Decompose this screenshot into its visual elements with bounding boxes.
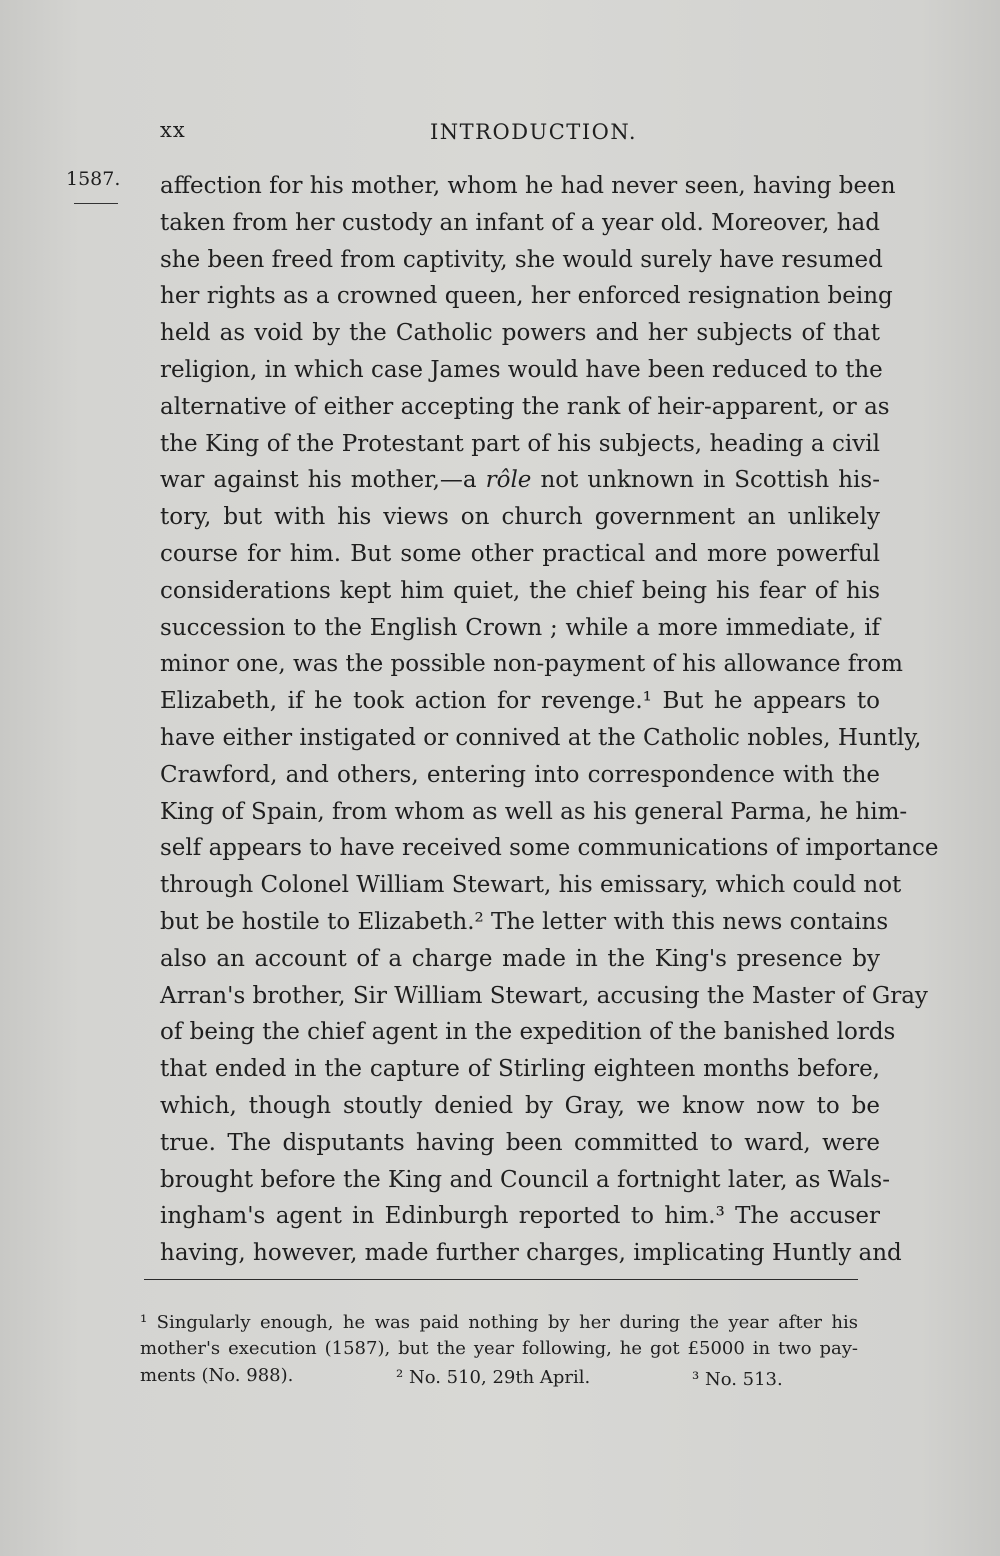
text-line: she been freed from captivity, she would surely have resumed — [160, 246, 883, 273]
text-line: her rights as a crowned queen, her enforced resignation being — [160, 283, 893, 310]
text-line: ingham's agent in Edinburgh reported to him.³ The accuser — [160, 1203, 880, 1230]
text-line: minor one, was the possible non-payment of his allowance from — [160, 651, 903, 678]
running-title: INTRODUCTION. — [430, 120, 638, 144]
footnote-line — [140, 1362, 858, 1390]
footnote-line: mother's execution (1587), but the year following, he got £5000 in two pay- — [140, 1338, 858, 1359]
footnote-2: ² No. 510, 29th April. — [396, 1367, 591, 1388]
text-line: Elizabeth, if he took action for revenge.¹ But he appears to — [160, 688, 880, 715]
text-line: taken from her custody an infant of a year old. Moreover, had — [160, 209, 880, 236]
italic-word: rôle — [485, 467, 532, 494]
text-line: King of Spain, from whom as well as his general Parma, he him- — [160, 798, 908, 825]
text-line: alternative of either accepting the rank of heir-apparent, or as — [160, 393, 890, 420]
text-line: religion, in which case James would have been reduced to the — [160, 356, 883, 383]
margin-year-note: 1587. — [66, 168, 121, 190]
text-line: self appears to have received some communications of importance — [160, 835, 939, 862]
page-number: xx — [160, 118, 186, 142]
text-line: having, however, made further charges, implicating Huntly and — [160, 1240, 902, 1267]
text-line: succession to the English Crown ; while a more immediate, if — [160, 614, 880, 641]
text-line: have either instigated or connived at the Catholic nobles, Huntly, — [160, 724, 922, 751]
body-text — [160, 168, 939, 1272]
text-line: tory, but with his views on church government an unlikely — [160, 504, 880, 531]
text-line: that ended in the capture of Stirling eighteen months before, — [160, 1056, 880, 1083]
text-line: brought before the King and Council a fortnight later, as Wals- — [160, 1166, 890, 1193]
text-line: affection for his mother, whom he had never seen, having been — [160, 173, 896, 199]
footnote-3: ³ No. 513. — [692, 1369, 783, 1390]
text-line: through Colonel William Stewart, his emissary, which could not — [160, 872, 902, 899]
text-line: Arran's brother, Sir William Stewart, accusing the Master of Gray — [160, 982, 928, 1009]
text-line: true. The disputants having been committed to ward, were — [160, 1129, 880, 1156]
text-line: of being the chief agent in the expedition of the banished lords — [160, 1019, 896, 1046]
text-line: but be hostile to Elizabeth.² The letter with this news contains — [160, 908, 889, 935]
text-line: the King of the Protestant part of his subjects, heading a civil — [160, 430, 880, 457]
text-line: Crawford, and others, entering into correspondence with the — [160, 761, 880, 788]
text-line: course for him. But some other practical and more powerful — [160, 540, 880, 567]
text-line: which, though stoutly denied by Gray, we know now to be — [160, 1092, 880, 1119]
margin-rule — [74, 203, 118, 204]
footnote-rule — [144, 1279, 858, 1280]
footnote-line: ¹ Singularly enough, he was paid nothing by her during the year after his — [140, 1312, 858, 1333]
text-line: considerations kept him quiet, the chief being his fear of his — [160, 577, 880, 604]
text-line: war against his mother,—a rôle not unknown in Scottish his- — [160, 467, 880, 494]
text-line: also an account of a charge made in the King's presence by — [160, 945, 880, 972]
footnotes — [140, 1310, 858, 1390]
footnote-1-end: ments (No. 988). — [140, 1365, 294, 1386]
text-line: held as void by the Catholic powers and her subjects of that — [160, 320, 880, 347]
running-head — [160, 118, 860, 148]
